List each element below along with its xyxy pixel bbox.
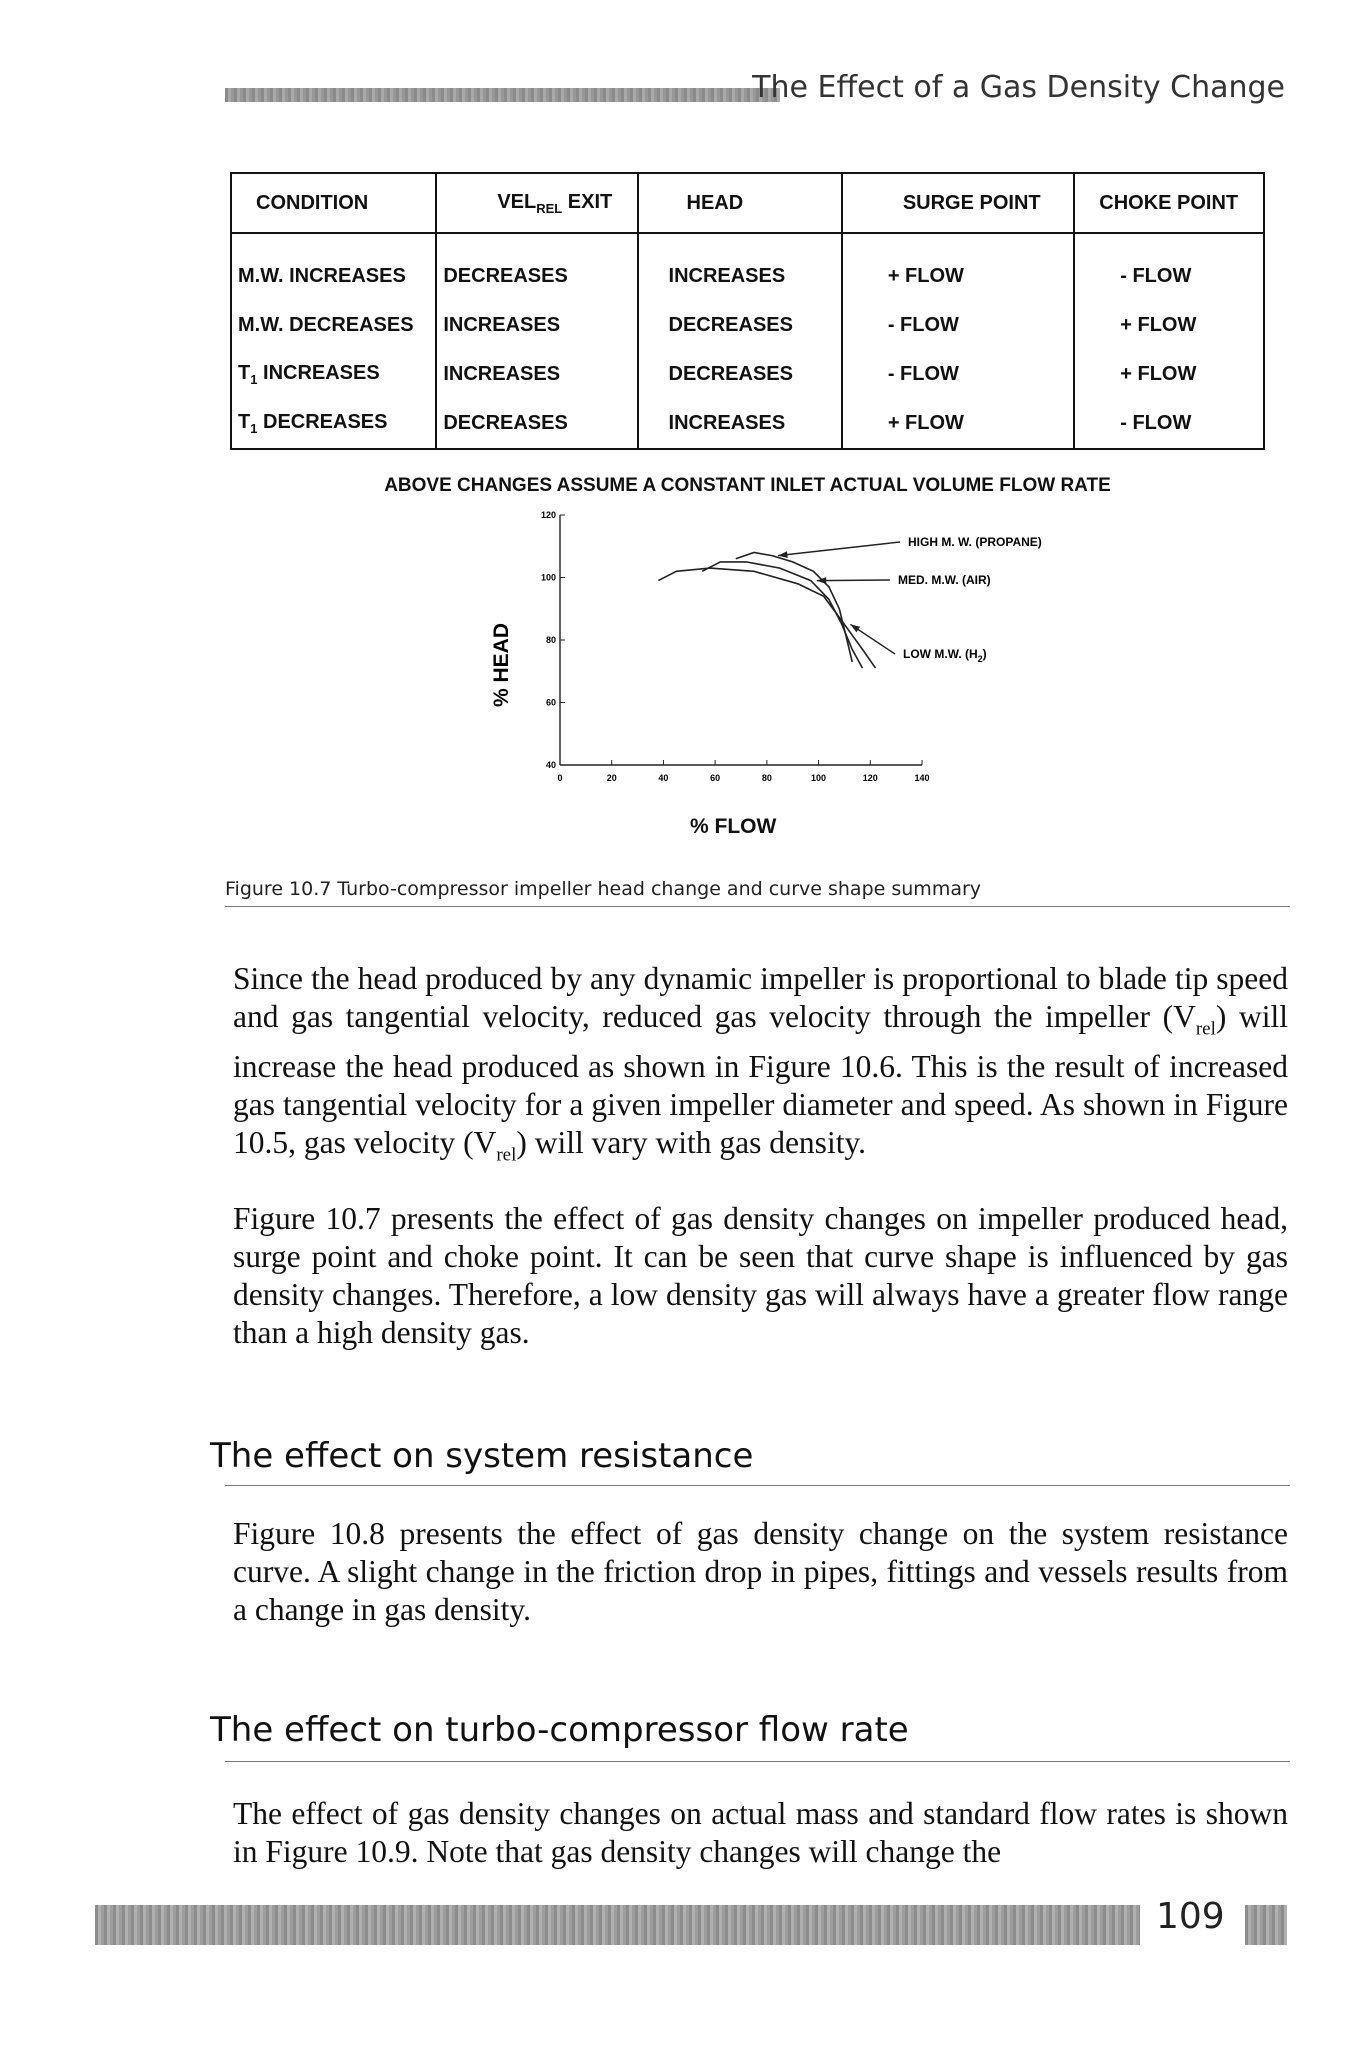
x-tick-label: 60 <box>710 773 721 783</box>
cell-choke: + FLOW <box>1074 350 1264 399</box>
col-vel-rel-exit: $VEL_{REL}$ EXIT <box>436 173 637 233</box>
x-axis-label: % FLOW <box>690 815 777 838</box>
chart-axes <box>541 510 930 783</box>
x-tick-label: 120 <box>862 773 878 783</box>
cell-head: INCREASES <box>638 233 842 301</box>
header-decor-bar <box>225 88 780 102</box>
col-head: HEAD <box>638 173 842 233</box>
y-tick-label: 100 <box>540 572 556 583</box>
legend-label-0: HIGH M. W. (PROPANE) <box>908 535 1042 549</box>
legend-label-2: LOW M.W. $(H_2)$ <box>903 647 987 664</box>
cell-condition: $T_1$ DECREASES <box>231 399 436 449</box>
legend-arrowhead-1 <box>817 577 826 584</box>
section-heading-system-resistance: The effect on system resistance <box>210 1436 754 1476</box>
cell-vel: DECREASES <box>436 399 637 449</box>
cell-choke: - FLOW <box>1074 399 1264 449</box>
y-tick-label: 120 <box>540 510 556 520</box>
paragraph-2: Figure 10.7 presents the effect of gas density changes on impeller produced head, surge point and choke point. It can be seen that curve shape is influenced by gas density changes. Therefore, a low density gas will always have a greater flow range than a high density gas. <box>233 1201 1288 1350</box>
cell-head: DECREASES <box>638 301 842 350</box>
section-heading-flow-rate: The effect on turbo-compressor flow rate <box>210 1710 909 1750</box>
cell-choke: + FLOW <box>1074 301 1264 350</box>
condition-table <box>230 172 1265 450</box>
y-tick-label: 40 <box>545 760 556 770</box>
x-tick-label: 0 <box>557 773 563 783</box>
section-rule <box>225 1485 1290 1486</box>
y-tick-label: 60 <box>545 697 556 708</box>
footer-decor-bar <box>95 1905 1140 1945</box>
y-axis-label: % HEAD <box>490 622 513 708</box>
x-tick-label: 140 <box>914 773 930 783</box>
paragraph-1: Since the head produced by any dynamic impeller is proportional to blade tip speed and gas tangential velocity, reduced gas velocity through the impeller $(V_{rel})$ will increase the head produced as shown in Figure 10.6. This is the result of increased gas tangential velocity for a given impeller diameter and speed. As shown in Figure 10.5, gas velocity $(V_{rel})$ will vary with gas density. <box>233 961 1289 1166</box>
cell-surge: - FLOW <box>842 350 1074 399</box>
cell-condition: $T_1$ INCREASES <box>231 350 436 399</box>
cell-head: DECREASES <box>638 350 842 399</box>
table-header-row <box>231 173 1264 233</box>
header-title: The Effect of a Gas Density Change <box>752 70 1285 105</box>
cell-choke: - FLOW <box>1074 233 1264 301</box>
figure-caption: Figure 10.7 Turbo-compressor impeller head change and curve shape summary <box>225 878 982 900</box>
section-rule <box>225 1761 1290 1762</box>
table-row <box>231 301 1264 350</box>
legend-arrowhead-2 <box>850 624 860 632</box>
series-line-0 <box>736 553 852 662</box>
caption-rule <box>225 906 1290 907</box>
table-row <box>231 350 1264 399</box>
cell-surge: - FLOW <box>842 301 1074 350</box>
x-tick-label: 20 <box>606 773 617 783</box>
paragraph-3: Figure 10.8 presents the effect of gas density change on the system resistance curve. A slight change in the friction drop in pipes, fittings and vessels results from a change in gas density. <box>233 1516 1288 1627</box>
legend-arrow-0 <box>778 542 900 556</box>
cell-vel: INCREASES <box>436 350 637 399</box>
legend-label-1: MED. M.W. (AIR) <box>898 573 991 587</box>
x-tick-label: 100 <box>811 773 827 783</box>
col-condition: CONDITION <box>231 173 436 233</box>
table-row <box>231 233 1264 301</box>
head-flow-chart <box>440 505 1140 815</box>
table-note: ABOVE CHANGES ASSUME A CONSTANT INLET ACTUAL VOLUME FLOW RATE <box>384 475 1111 496</box>
legend-arrow-1 <box>817 580 890 581</box>
series-line-2 <box>658 568 875 668</box>
page-number: 109 <box>1156 1896 1225 1937</box>
col-choke-point: CHOKE POINT <box>1074 173 1264 233</box>
footer-decor-bar-right <box>1245 1905 1287 1945</box>
cell-surge: + FLOW <box>842 233 1074 301</box>
legend-arrowhead-0 <box>778 551 788 558</box>
paragraph-4: The effect of gas density changes on actual mass and standard flow rates is shown in Figure 10.9. Note that gas density changes will change the <box>233 1796 1288 1869</box>
cell-surge: + FLOW <box>842 399 1074 449</box>
cell-vel: DECREASES <box>436 233 637 301</box>
chart-series <box>658 553 875 669</box>
col-surge-point: SURGE POINT <box>842 173 1074 233</box>
cell-vel: INCREASES <box>436 301 637 350</box>
table-row <box>231 399 1264 449</box>
cell-head: INCREASES <box>638 399 842 449</box>
cell-condition: M.W. DECREASES <box>231 301 436 350</box>
chart-legend <box>778 535 1042 664</box>
x-tick-label: 80 <box>761 773 772 783</box>
y-tick-label: 80 <box>545 635 556 645</box>
running-header <box>225 70 1285 110</box>
cell-condition: M.W. INCREASES <box>231 233 436 301</box>
x-tick-label: 40 <box>658 773 669 783</box>
